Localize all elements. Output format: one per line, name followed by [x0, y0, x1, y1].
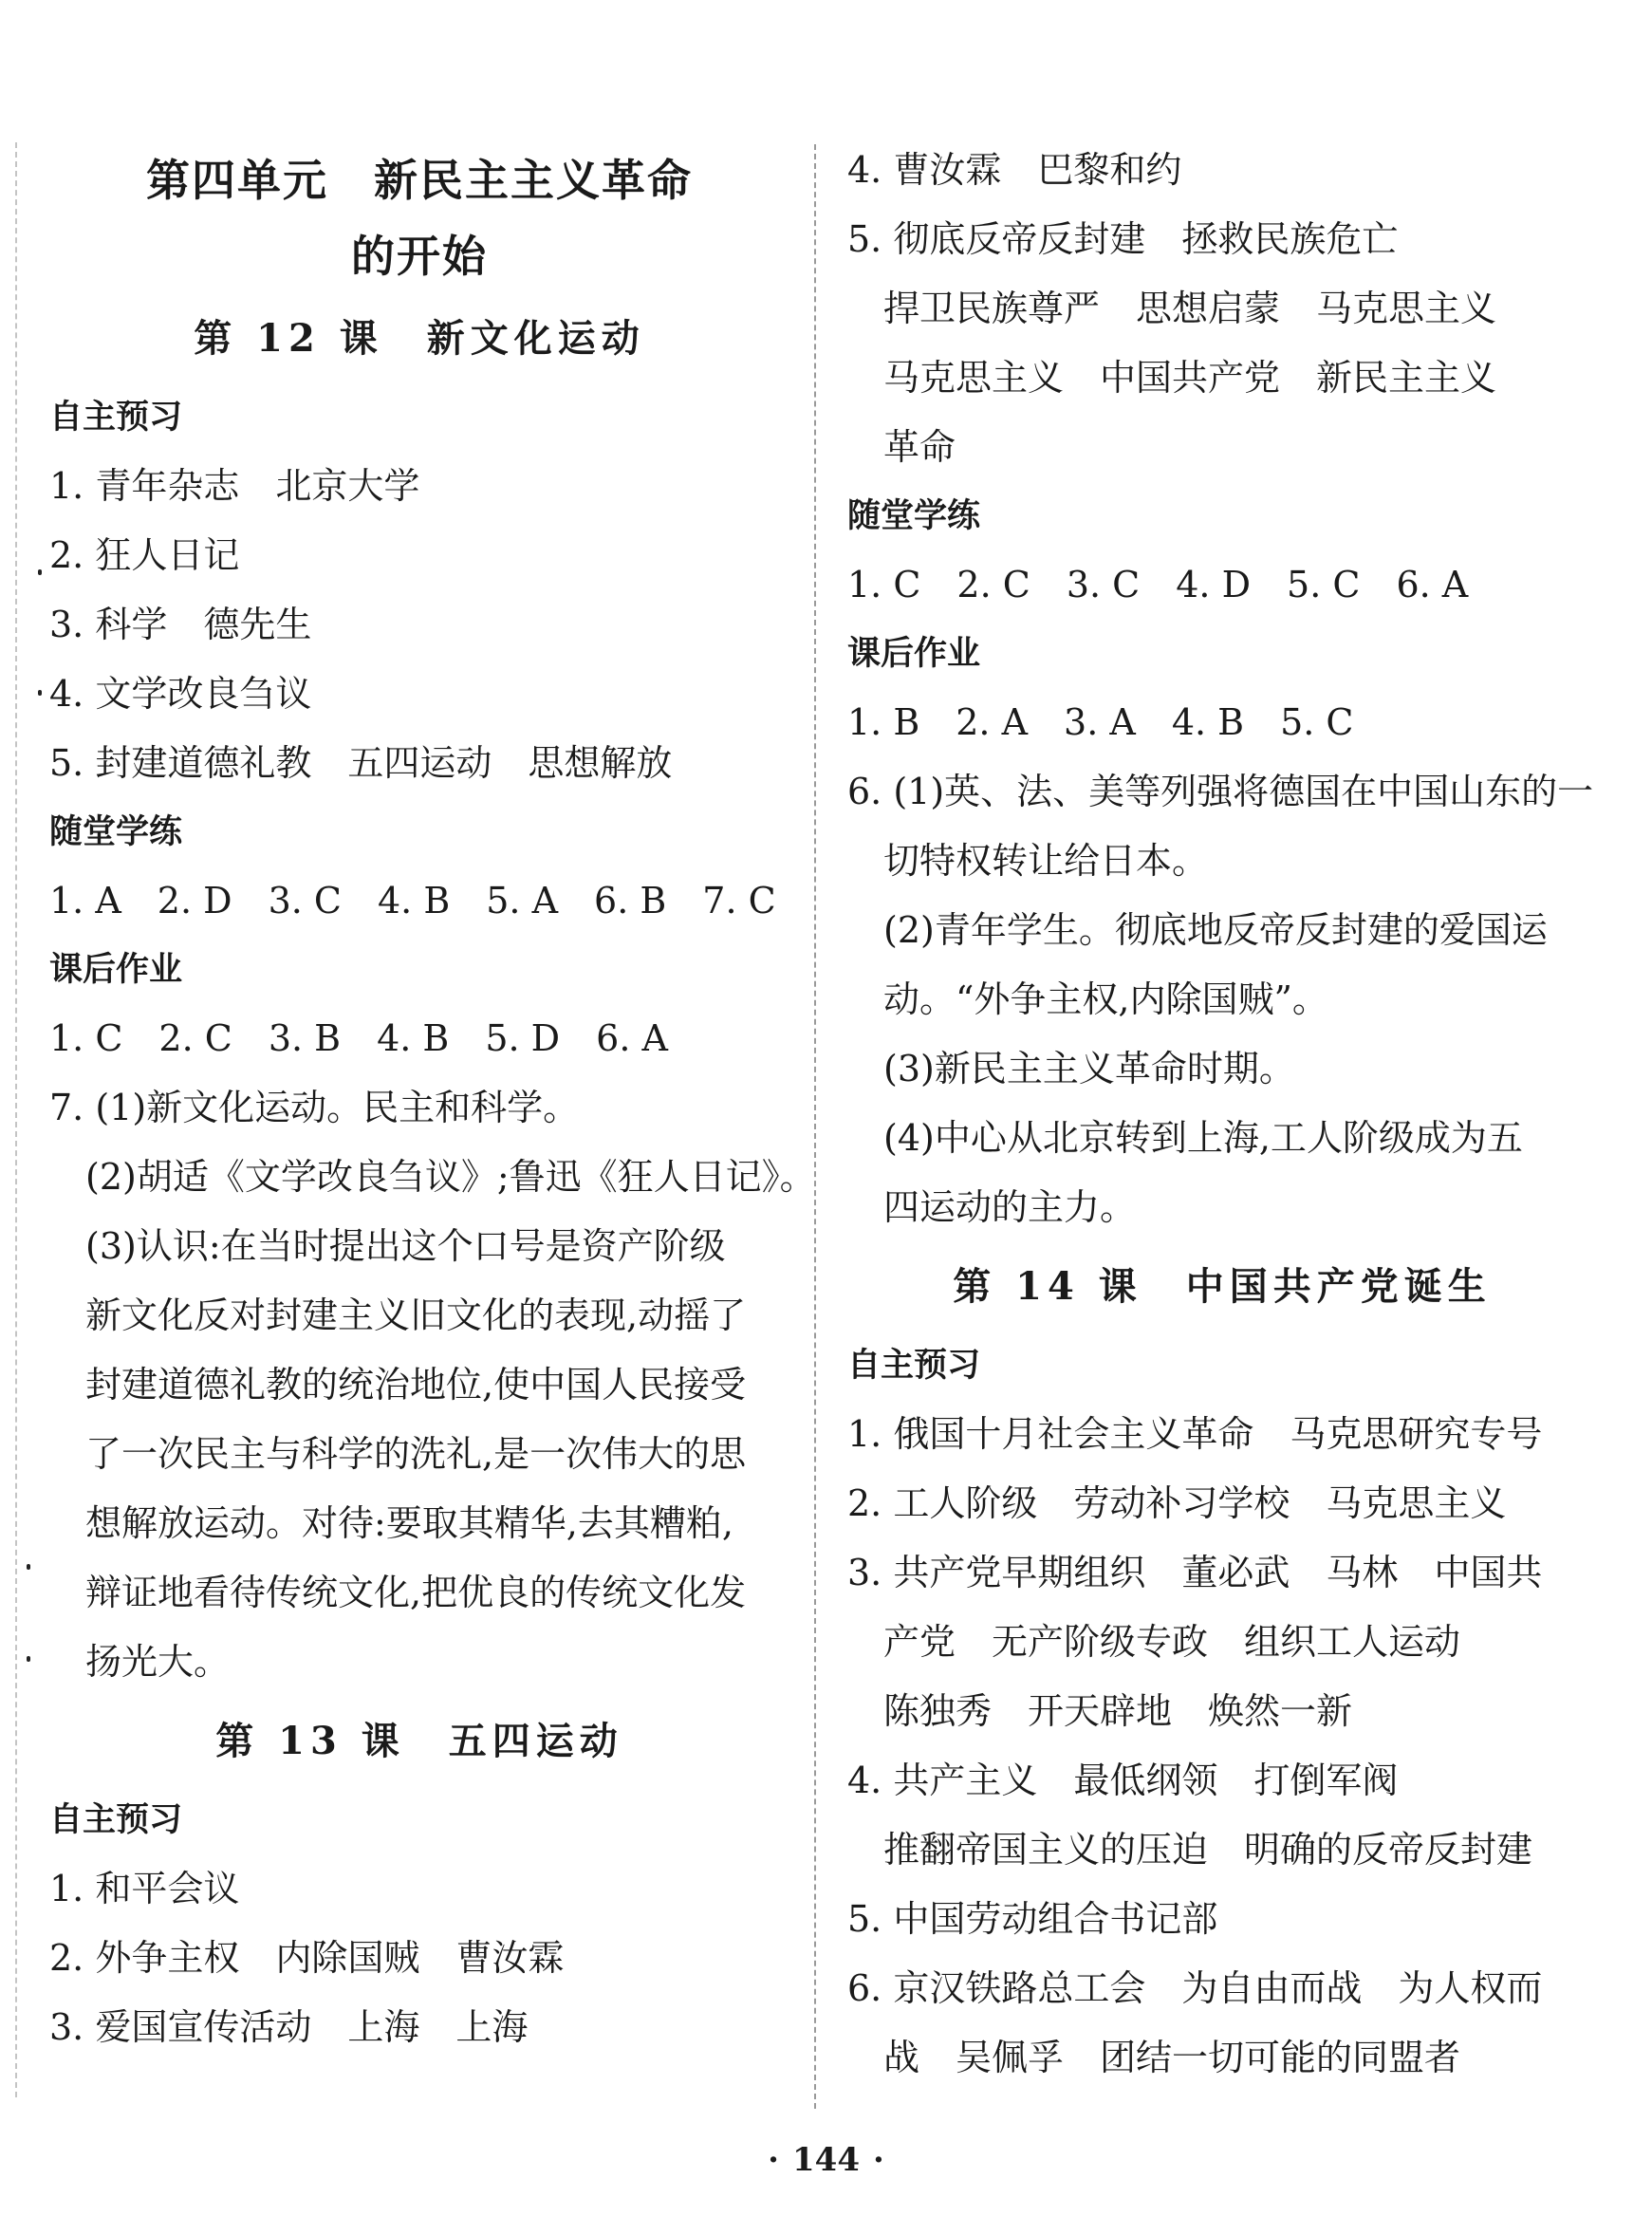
- lesson13-homework-heading: 课后作业: [847, 635, 981, 673]
- lesson12-preview-5: 5. 封建道德礼教 五四运动 思想解放: [49, 742, 673, 784]
- lesson13-preview-2: 2. 外争主权 内除国贼 曹汝霖: [49, 1937, 565, 1979]
- page-number-dot-left: ·: [768, 2141, 779, 2179]
- lesson12-q7-line3: (3)认识:在当时提出这个口号是资产阶级: [85, 1225, 726, 1267]
- lesson12-q7-line4: 新文化反对封建主义旧文化的表现,动摇了: [85, 1294, 747, 1336]
- lesson13-preview-heading: 自主预习: [49, 1801, 183, 1839]
- unit-title-line2: 的开始: [351, 231, 488, 282]
- lesson13-preview-1: 1. 和平会议: [49, 1868, 240, 1909]
- page-number: [0, 2141, 1652, 2179]
- lesson12-class-answers: 1. A 2. D 3. C 4. B 5. A 6. B 7. C: [49, 880, 776, 922]
- right-column: [847, 136, 1597, 2093]
- lesson13-preview-5-cont3: 革命: [883, 426, 956, 468]
- lesson13-q6-line5: (3)新民主主义革命时期。: [883, 1048, 1295, 1089]
- lesson14-preview-3-cont1: 产党 无产阶级专政 组织工人运动: [883, 1621, 1461, 1663]
- lesson14-preview-6: 6. 京汉铁路总工会 为自由而战 为人权而: [847, 1967, 1543, 2009]
- binding-edge-line: [15, 142, 17, 2097]
- lesson12-q7-line8: 辩证地看待传统文化,把优良的传统文化发: [85, 1572, 747, 1613]
- column-divider: [814, 144, 816, 2109]
- lesson12-preview-heading: 自主预习: [49, 399, 183, 437]
- lesson12-preview-3: 3. 科学 德先生: [49, 604, 312, 645]
- lesson13-q6-line1: 6. (1)英、法、美等列强将德国在中国山东的一: [847, 771, 1594, 812]
- lesson13-q6-line3: (2)青年学生。彻底地反帝反封建的爱国运: [883, 909, 1548, 951]
- lesson13-class-heading: 随堂学练: [847, 497, 981, 535]
- lesson14-preview-5: 5. 中国劳动组合书记部: [847, 1898, 1218, 1940]
- scan-speck: [38, 569, 42, 575]
- page-number-dot-right: ·: [872, 2141, 884, 2179]
- lesson14-preview-4-cont1: 推翻帝国主义的压迫 明确的反帝反封建: [883, 1829, 1533, 1871]
- left-column: [49, 142, 816, 2062]
- lesson12-preview-1: 1. 青年杂志 北京大学: [49, 465, 420, 507]
- lesson14-preview-4: 4. 共产主义 最低纲领 打倒军阀: [847, 1760, 1399, 1801]
- page-number-value: 144: [792, 2141, 860, 2179]
- lesson13-class-answers: 1. C 2. C 3. C 4. D 5. C 6. A: [847, 564, 1469, 605]
- lesson13-q6-line2: 切特权转让给日本。: [883, 840, 1209, 882]
- scan-speck: [27, 1564, 30, 1570]
- lesson14-preview-1: 1. 俄国十月社会主义革命 马克思研究专号: [847, 1413, 1543, 1455]
- lesson12-q7-line9: 扬光大。: [85, 1641, 231, 1683]
- lesson13-q6-line4: 动。“外争主权,内除国贼”。: [883, 978, 1328, 1020]
- lesson13-preview-5-cont1: 捍卫民族尊严 思想启蒙 马克思主义: [883, 288, 1497, 329]
- lesson12-q7-line1: 7. (1)新文化运动。民主和科学。: [49, 1087, 580, 1128]
- lesson14-preview-3-cont2: 陈独秀 开天辟地 焕然一新: [883, 1690, 1353, 1732]
- lesson12-preview-2: 2. 狂人日记: [49, 534, 240, 576]
- lesson13-q6-line7: 四运动的主力。: [883, 1186, 1137, 1228]
- lesson14-preview-6-cont1: 战 吴佩孚 团结一切可能的同盟者: [883, 2037, 1461, 2078]
- unit-title-line1: 第四单元 新民主主义革命: [146, 155, 693, 206]
- lesson13-q6-line6: (4)中心从北京转到上海,工人阶级成为五: [883, 1117, 1523, 1159]
- lesson12-preview-4: 4. 文学改良刍议: [49, 673, 312, 715]
- lesson12-homework-heading: 课后作业: [49, 951, 183, 989]
- lesson14-title: 第 14 课 中国共产党诞生: [953, 1264, 1492, 1309]
- lesson14-preview-heading: 自主预习: [847, 1347, 981, 1385]
- lesson12-q7-line2: (2)胡适《文学改良刍议》;鲁迅《狂人日记》。: [85, 1156, 816, 1198]
- lesson13-preview-4: 4. 曹汝霖 巴黎和约: [847, 149, 1182, 191]
- lesson13-title: 第 13 课 五四运动: [215, 1719, 623, 1763]
- lesson13-preview-3: 3. 爱国宣传活动 上海 上海: [49, 2006, 529, 2048]
- lesson12-q7-line5: 封建道德礼教的统治地位,使中国人民接受: [85, 1364, 747, 1406]
- lesson13-preview-5-cont2: 马克思主义 中国共产党 新民主主义: [883, 357, 1497, 399]
- lesson12-class-heading: 随堂学练: [49, 813, 183, 851]
- lesson13-preview-5: 5. 彻底反帝反封建 拯救民族危亡: [847, 218, 1399, 260]
- lesson12-q7-line6: 了一次民主与科学的洗礼,是一次伟大的思: [85, 1433, 747, 1475]
- lesson12-title: 第 12 课 新文化运动: [194, 316, 645, 361]
- lesson13-homework-answers: 1. B 2. A 3. A 4. B 5. C: [847, 701, 1354, 743]
- scan-speck: [27, 1656, 30, 1662]
- lesson12-q7-line7: 想解放运动。对待:要取其精华,去其糟粕,: [85, 1502, 733, 1544]
- scan-speck: [38, 690, 42, 696]
- lesson14-preview-3: 3. 共产党早期组织 董必武 马林 中国共: [847, 1552, 1543, 1593]
- lesson14-preview-2: 2. 工人阶级 劳动补习学校 马克思主义: [847, 1482, 1507, 1524]
- lesson12-homework-answers: 1. C 2. C 3. B 4. B 5. D 6. A: [49, 1017, 668, 1059]
